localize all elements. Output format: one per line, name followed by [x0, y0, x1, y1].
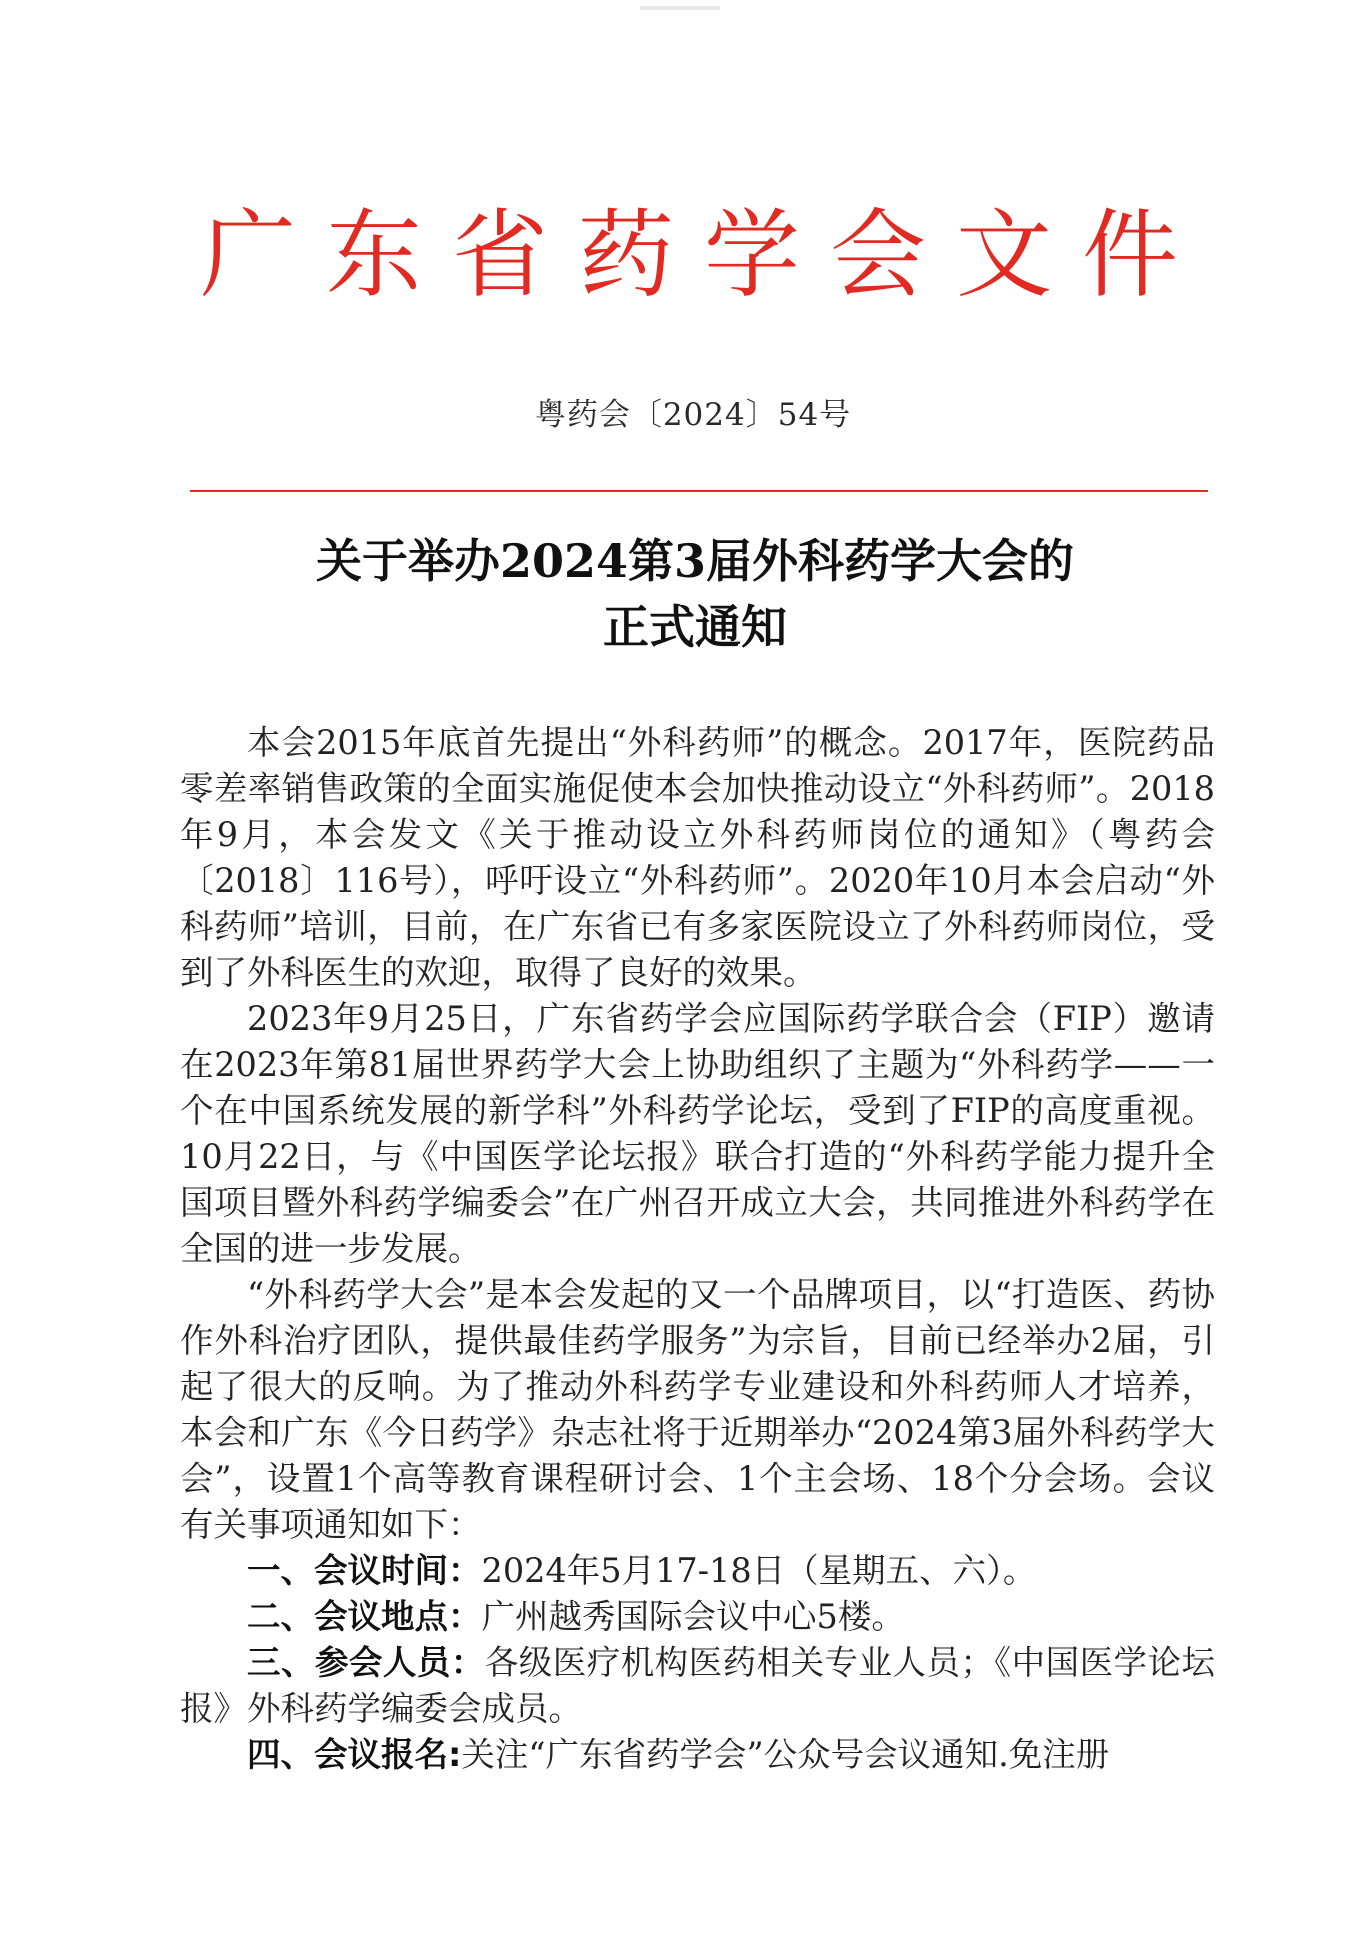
title-line-2: 正式通知 — [603, 600, 787, 654]
document-body — [180, 720, 1215, 1778]
notice-item-text: 2024年5月17-18日（星期五、六）。 — [481, 1551, 1037, 1590]
notice-item-venue — [180, 1594, 1215, 1640]
document-number: 粤药会〔2024〕54号 — [534, 397, 852, 433]
notice-item-text: 各级医疗机构医药相关专业人员；《中国医学论坛报》外科药学编委会成员。 — [180, 1643, 1215, 1728]
body-paragraph-1: 本会2015年底首先提出“外科药师”的概念。2017年，医院药品零差率销售政策的全面实施促使本会加快推动设立“外科药师”。2018年9月，本会发文《关于推动设立外科药师岗位的通知》（粤药会〔2018〕116号），呼吁设立“外科药师”。2020年10月本会启动“外科药师”培训，目前，在广东省已有多家医院设立了外科药师岗位，受到了外科医生的欢迎，取得了良好的效果。 — [180, 723, 1215, 992]
notice-item-heading: 三、参会人员： — [247, 1643, 485, 1682]
notice-item-heading: 四、会议报名: — [247, 1735, 462, 1774]
notice-item-registration — [180, 1732, 1215, 1778]
title-line-1: 关于举办2024第3届外科药学大会的 — [315, 534, 1075, 588]
body-paragraph-3: “外科药学大会”是本会发起的又一个品牌项目，以“打造医、药协作外科治疗团队，提供最佳药学服务”为宗旨，目前已经举办2届，引起了很大的反响。为了推动外科药学专业建设和外科药师人才培养，本会和广东《今日药学》杂志社将于近期举办“2024第3届外科药学大会”，设置1个高等教育课程研讨会、1个主会场、18个分会场。会议有关事项通知如下： — [180, 1275, 1215, 1544]
notice-item-time — [180, 1548, 1215, 1594]
notice-item-heading: 一、会议时间： — [247, 1551, 482, 1590]
notice-item-text: 广州越秀国际会议中心5楼。 — [481, 1597, 905, 1636]
body-paragraph-2: 2023年9月25日，广东省药学会应国际药学联合会（FIP）邀请在2023年第81届世界药学大会上协助组织了主题为“外科药学——一个在中国系统发展的新学科”外科药学论坛，受到了FIP的高度重视。10月22日，与《中国医学论坛报》联合打造的“外科药学能力提升全国项目暨外科药学编委会”在广州召开成立大会，共同推进外科药学在全国的进一步发展。 — [180, 999, 1215, 1268]
notice-item-heading: 二、会议地点： — [247, 1597, 482, 1636]
header-divider-rule — [190, 490, 1208, 492]
document-title — [0, 528, 1366, 660]
org-document-header: 广东省药学会文件 — [200, 199, 1208, 311]
notice-item-attendees — [180, 1640, 1215, 1732]
notice-item-text: 关注“广东省药学会”公众号会议通知.免注册 — [461, 1735, 1110, 1774]
scan-artifact — [640, 6, 720, 10]
